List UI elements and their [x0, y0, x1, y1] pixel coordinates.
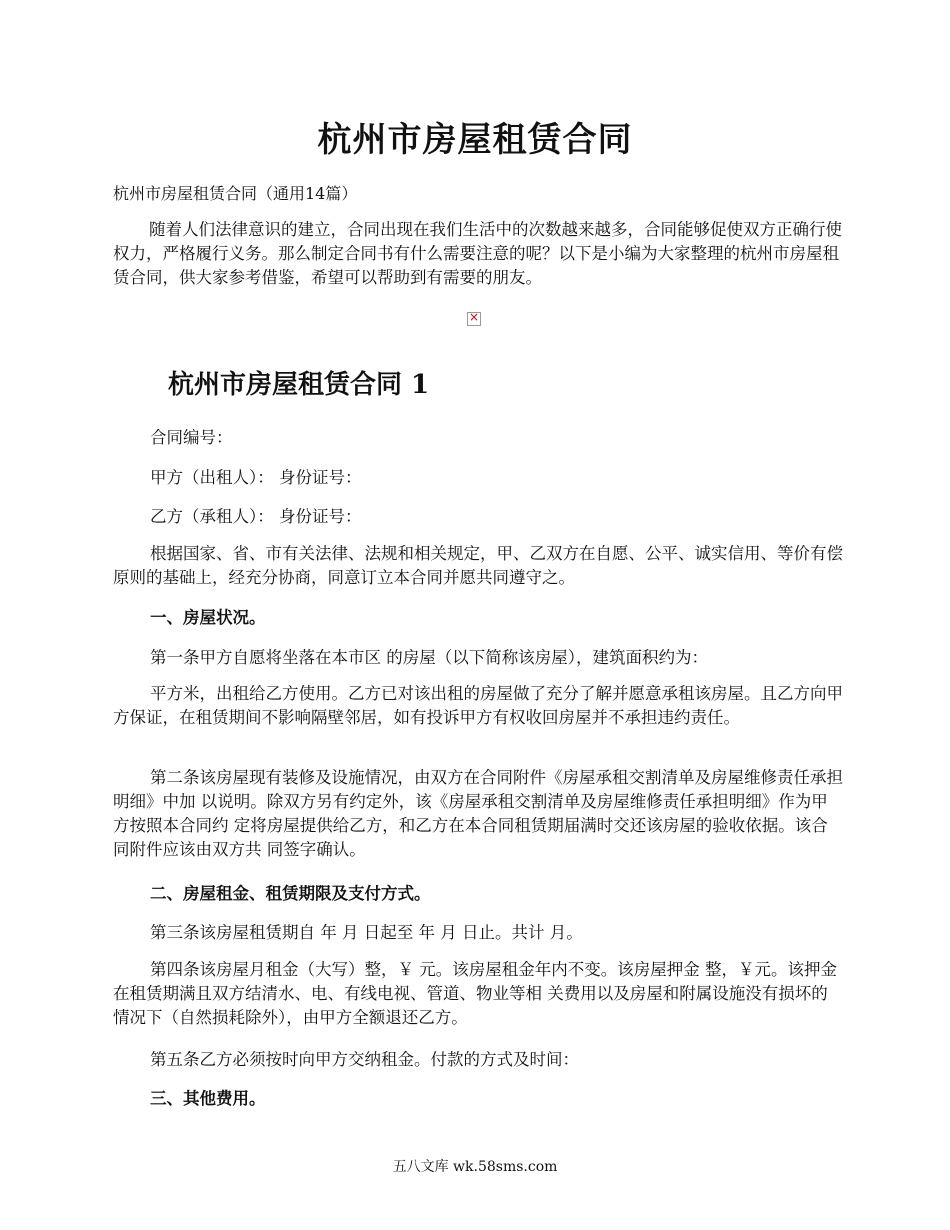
document-title: 杭州市房屋租赁合同 [317, 120, 633, 160]
contract-number-line: 合同编号： [150, 428, 233, 447]
document-subtitle: 杭州市房屋租赁合同（通用14篇） [113, 184, 358, 203]
article3-paragraph: 第三条该房屋租赁期自 年 月 日起至 年 月 日止。共计 月。 [150, 923, 583, 942]
part1-heading: 一、房屋状况。 [150, 608, 266, 627]
article1-continuation: 平方米，出租给乙方使用。乙方已对该出租的房屋做了充分了解并愿意承租该房屋。且乙方向甲方保证，在租赁期间不影响隔壁邻居，如有投诉甲方有权收回房屋并不承担违约责任。 [113, 684, 843, 727]
party-b-line: 乙方（承租人）： 身份证号： [150, 507, 362, 526]
article4-paragraph: 第四条该房屋月租金（大写）整，￥ 元。该房屋租金年内不变。该房屋押金 整，￥元。该押金在租赁期满且双方结清水、电、有线电视、管道、物业等相 关费用以及房屋和附属设施没有损坏的情况下（自然损耗除外），由甲方全额退还乙方。 [113, 960, 837, 1027]
preamble-paragraph: 根据国家、省、市有关法律、法规和相关规定，甲、乙双方在自愿、公平、诚实信用、等价有偿原则的基础上，经充分协商，同意订立本合同并愿共同遵守之。 [113, 544, 843, 587]
broken-image-icon [467, 312, 481, 326]
article1-paragraph: 第一条甲方自愿将坐落在本市区 的房屋（以下简称该房屋），建筑面积约为： [150, 648, 708, 667]
intro-paragraph: 随着人们法律意识的建立，合同出现在我们生活中的次数越来越多，合同能够促使双方正确行使权力，严格履行义务。那么制定合同书有什么需要注意的呢？以下是小编为大家整理的杭州市房屋租赁合同，供大家参考借鉴，希望可以帮助到有需要的朋友。 [113, 220, 842, 287]
article2-paragraph: 第二条该房屋现有装修及设施情况，由双方在合同附件《房屋承租交割清单及房屋维修责任承担明细》中加 以说明。除双方另有约定外，该《房屋承租交割清单及房屋维修责任承担明细》作为甲方按照本合同约 定将房屋提供给乙方，和乙方在本合同租赁期届满时交还该房屋的验收依据。该合同附件应该由双方共 同签字确认。 [113, 768, 843, 859]
part2-heading: 二、房屋租金、租赁期限及支付方式。 [150, 884, 431, 903]
section-heading: 杭州市房屋租赁合同 1 [168, 370, 430, 400]
party-a-line: 甲方（出租人）： 身份证号： [150, 468, 362, 487]
part3-heading: 三、其他费用。 [150, 1089, 266, 1108]
article5-paragraph: 第五条乙方必须按时向甲方交纳租金。付款的方式及时间： [150, 1050, 579, 1069]
footer-watermark: 五八文库 wk.58sms.com [392, 1159, 558, 1175]
